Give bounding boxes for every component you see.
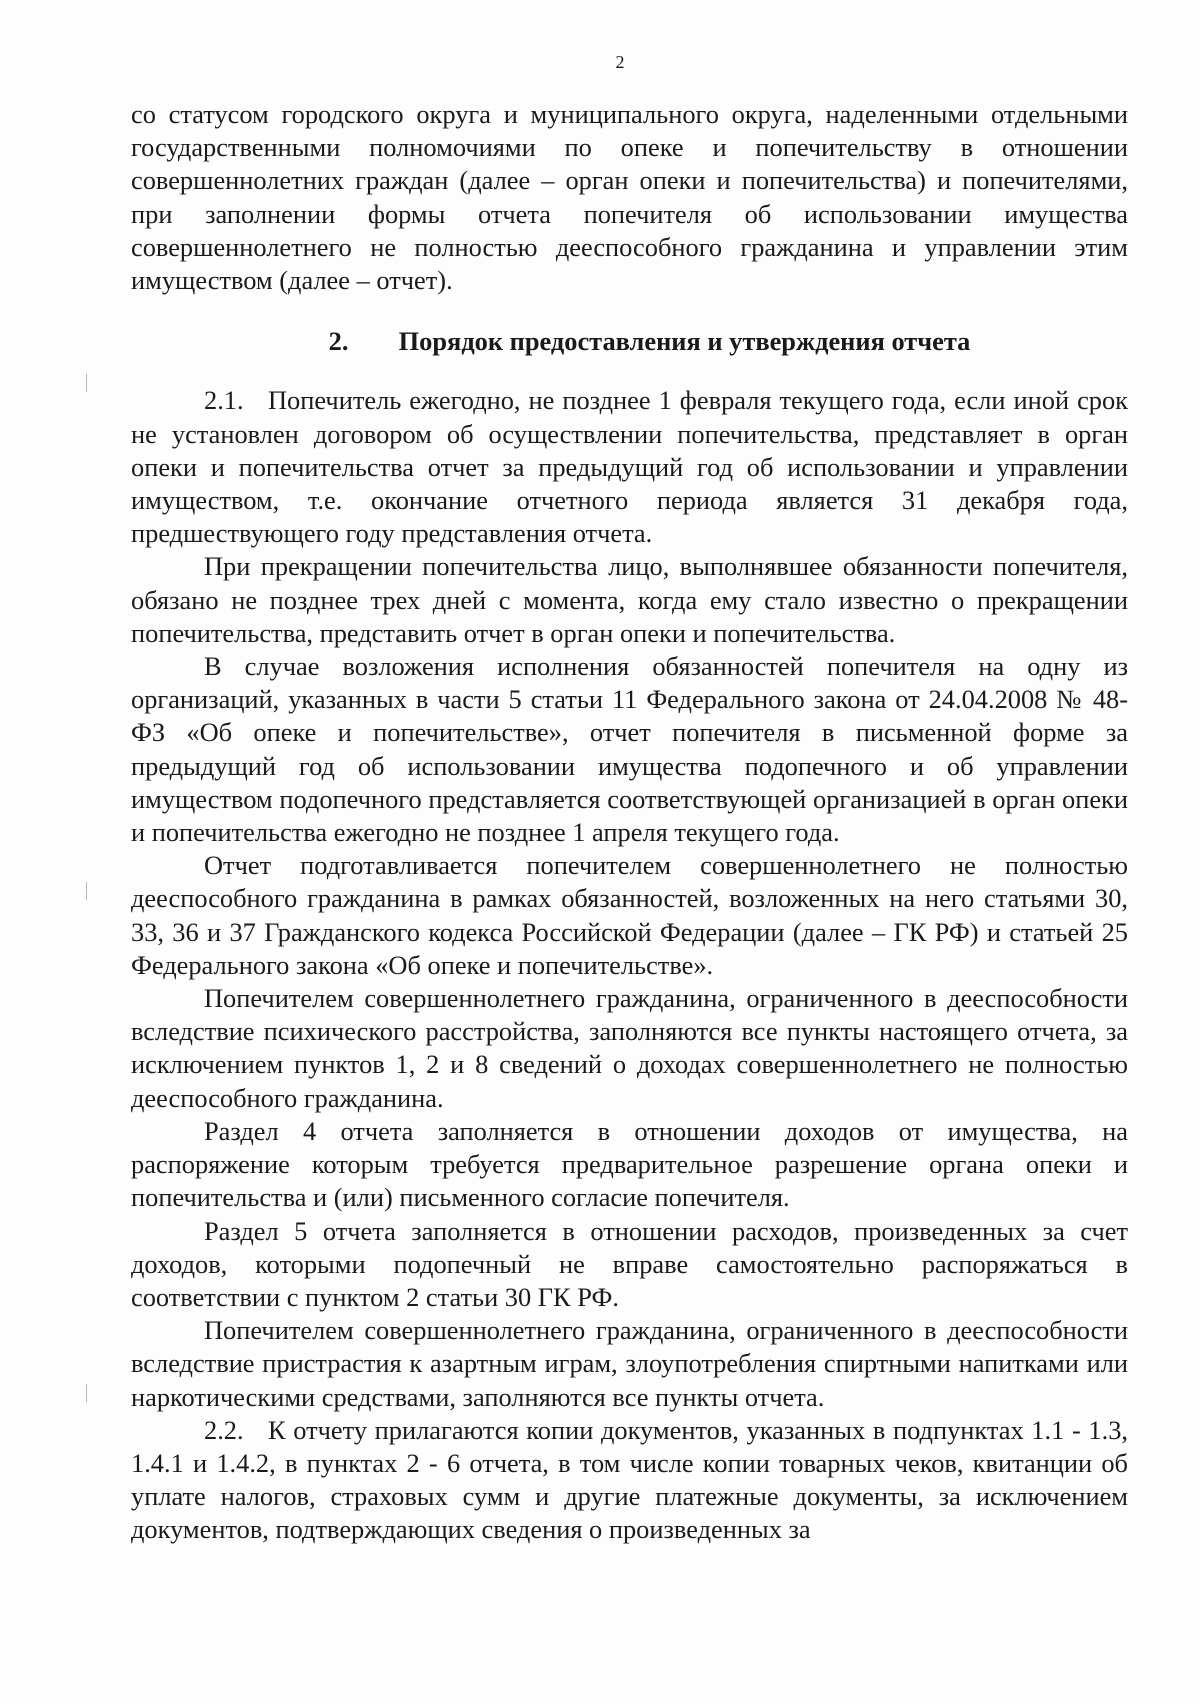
- paragraph-2-2: [131, 1414, 1128, 1547]
- paragraph-2-1-text: Попечитель ежегодно, не позднее 1 февраля текущего года, если иной срок не установлен договором об осуществлении попечительства, представляет в орган опеки и попечительства отчет за предыдущий год об использовании и управлении имуществом, т.е. окончание отчетного периода является 31 декабря года, предшествующего году представления отчета.: [131, 385, 1128, 549]
- paragraph-section-4: Раздел 4 отчета заполняется в отношении доходов от имущества, на распоряжение которым требуется предварительное разрешение органа опеки и попечительства и (или) письменного согласие попечителя.: [131, 1115, 1128, 1213]
- paragraph-termination: При прекращении попечительства лицо, выполнявшее обязанности попечителя, обязано не позднее трех дней с момента, когда ему стало известно о прекращении попечительства, представить отчет в орган опеки и попечительства.: [131, 551, 1128, 648]
- paragraph-mental-disorder: Попечителем совершеннолетнего гражданина, ограниченного в дееспособности вследствие психического расстройства, заполняются все пункты настоящего отчета, за исключением пунктов 1, 2 и 8 сведений о доходах совершеннолетнего не полностью дееспособного гражданина.: [131, 983, 1128, 1113]
- margin-mark: [86, 1384, 87, 1402]
- paragraph-organization: В случае возложения исполнения обязанностей попечителя на одну из организаций, указанных в части 5 статьи 11 Федерального закона от 24.04.2008 № 48-ФЗ «Об опеке и попечительстве», отчет попечителя в письменной форме за предыдущий год об использовании имущества подопечного и об управлении имуществом подопечного представляется соответствующей организацией в орган опеки и попечительства ежегодно не позднее 1 апреля текущего года.: [131, 651, 1128, 848]
- document-body: [131, 98, 1128, 1547]
- paragraph-report-preparation: Отчет подготавливается попечителем совершеннолетнего не полностью дееспособного гражданина в рамках обязанностей, возложенных на него статьями 30, 33, 36 и 37 Гражданского кодекса Российской Федерации (далее – ГК РФ) и статьей 25 Федерального закона «Об опеке и попечительстве».: [131, 850, 1128, 980]
- paragraph-2-1-number: 2.1.: [204, 385, 244, 416]
- section-number: 2.: [328, 326, 349, 357]
- margin-mark: [86, 882, 87, 900]
- section-heading: [131, 325, 1128, 358]
- margin-mark: [86, 374, 87, 392]
- paragraph-section-5: Раздел 5 отчета заполняется в отношении расходов, произведенных за счет доходов, которыми подопечный не вправе самостоятельно распоряжаться в соответствии с пунктом 2 статьи 30 ГК РФ.: [131, 1215, 1128, 1312]
- section-title: Порядок предоставления и утверждения отчета: [398, 326, 971, 357]
- paragraph-2-1: [131, 384, 1128, 550]
- paragraph-2-2-text: К отчету прилагаются копии документов, указанных в подпунктах 1.1 - 1.3, 1.4.1 и 1.4.2, в пунктах 2 - 6 отчета, в том числе копии товарных чеков, квитанции об уплате налогов, страховых сумм и другие платежные документы, за исключением документов, подтверждающих сведения о произведенных за: [131, 1414, 1128, 1545]
- page-number: 2: [615, 52, 625, 72]
- paragraph-2-2-number: 2.2.: [204, 1414, 244, 1445]
- paragraph-addiction: Попечителем совершеннолетнего гражданина, ограниченного в дееспособности вследствие пристрастия к азартным играм, злоупотребления спиртными напитками или наркотическими средствами, заполняются все пункты отчета.: [131, 1315, 1128, 1412]
- intro-paragraph: со статусом городского округа и муниципального округа, наделенными отдельными государственными полномочиями по опеке и попечительству в отношении совершеннолетних граждан (далее – орган опеки и попечительства) и попечителями, при заполнении формы отчета попечителя об использовании имущества совершеннолетнего не полностью дееспособного гражданина и управлении этим имуществом (далее – отчет).: [131, 99, 1128, 296]
